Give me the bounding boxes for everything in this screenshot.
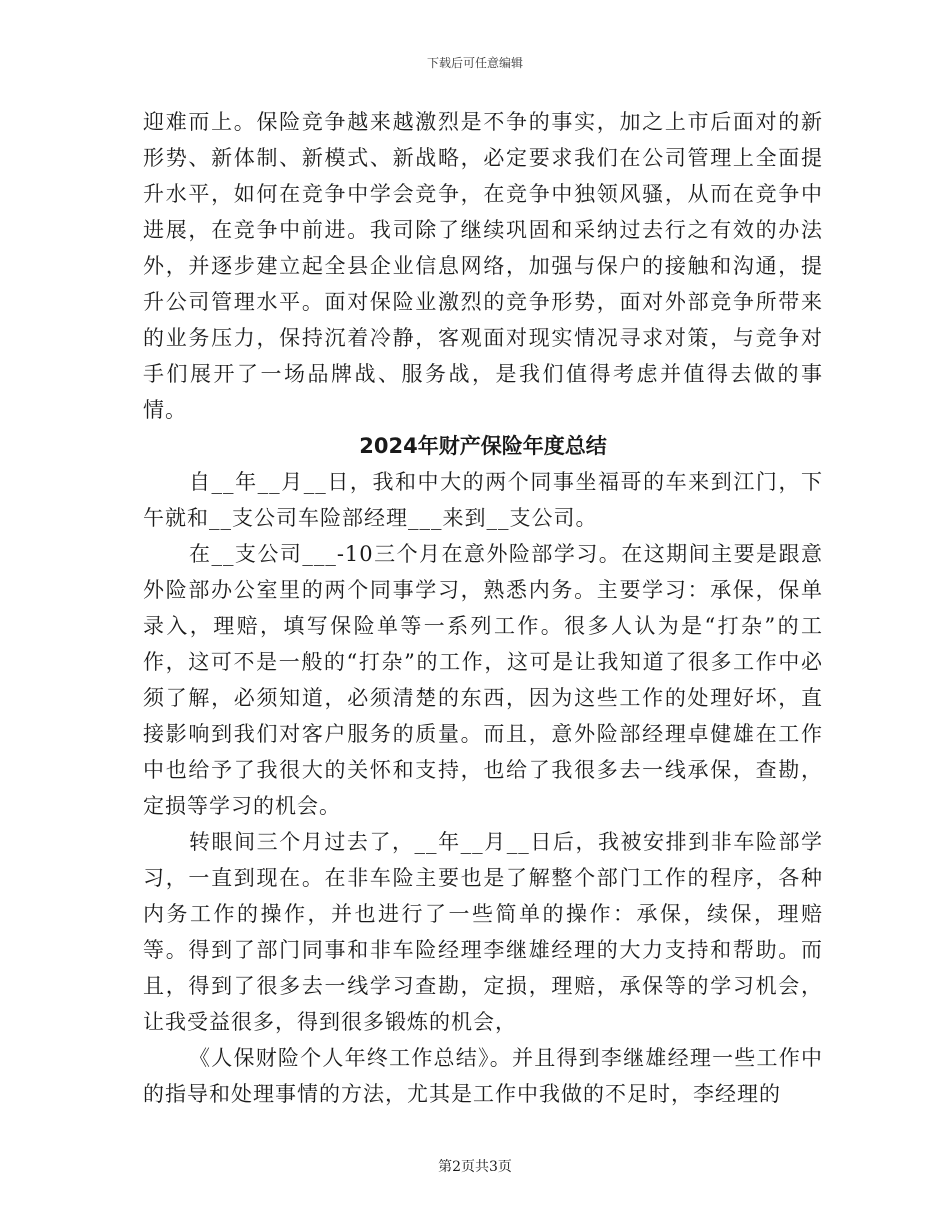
intro-paragraph: 迎难而上。保险竞争越来越激烈是不争的事实，加之上市后面对的新形势、新体制、新模式、新战略，必定要求我们在公司管理上全面提升水平，如何在竞争中学会竞争，在竞争中独领风骚，从而在竞争中进展，在竞争中前进。我司除了继续巩固和采纳过去行之有效的办法外，并逐步建立起全县企业信息网络，加强与保户的接触和沟通，提升公司管理水平。面对保险业激烈的竞争形势，面对外部竞争所带来的业务压力，保持沉着冷静，客观面对现实情况寻求对策，与竞争对手们展开了一场品牌战、服务战，是我们值得考虑并值得去做的事情。 [143, 110, 823, 422]
page-header: 下载后可任意编辑 [426, 56, 523, 70]
section-title: 2024年财产保险年度总结 [359, 434, 607, 458]
paragraph: 转眼间三个月过去了，__年__月__日后，我被安排到非车险部学习，一直到现在。在非车险主要也是了解整个部门工作的程序，各种内务工作的操作，并也进行了一些简单的操作：承保，续保，理赔等。得到了部门同事和非车险经理李继雄经理的大力支持和帮助。而且，得到了很多去一线学习查勘，定损，理赔，承保等的学习机会，让我受益很多，得到很多锻炼的机会， [143, 830, 823, 1034]
paragraph: 《人保财险个人年终工作总结》。并且得到李继雄经理一些工作中的指导和处理事情的方法，尤其是工作中我做的不足时，李经理的 [143, 1046, 823, 1106]
page-footer: 第2页共3页 [438, 1159, 512, 1175]
paragraph: 在__支公司___-10三个月在意外险部学习。在这期间主要是跟意外险部办公室里的两个同事学习，熟悉内务。主要学习：承保，保单录入，理赔，填写保险单等一系列工作。很多人认为是“打杂”的工作，这可不是一般的“打杂”的工作，这可是让我知道了很多工作中必须了解，必须知道，必须清楚的东西，因为这些工作的处理好坏，直接影响到我们对客户服务的质量。而且，意外险部经理卓健雄在工作中也给予了我很大的关怀和支持，也给了我很多去一线承保，查勘，定损等学习的机会。 [143, 542, 823, 818]
paragraph: 自__年__月__日，我和中大的两个同事坐福哥的车来到江门，下午就和__支公司车险部经理___来到__支公司。 [143, 470, 823, 530]
document-body [143, 104, 823, 1112]
